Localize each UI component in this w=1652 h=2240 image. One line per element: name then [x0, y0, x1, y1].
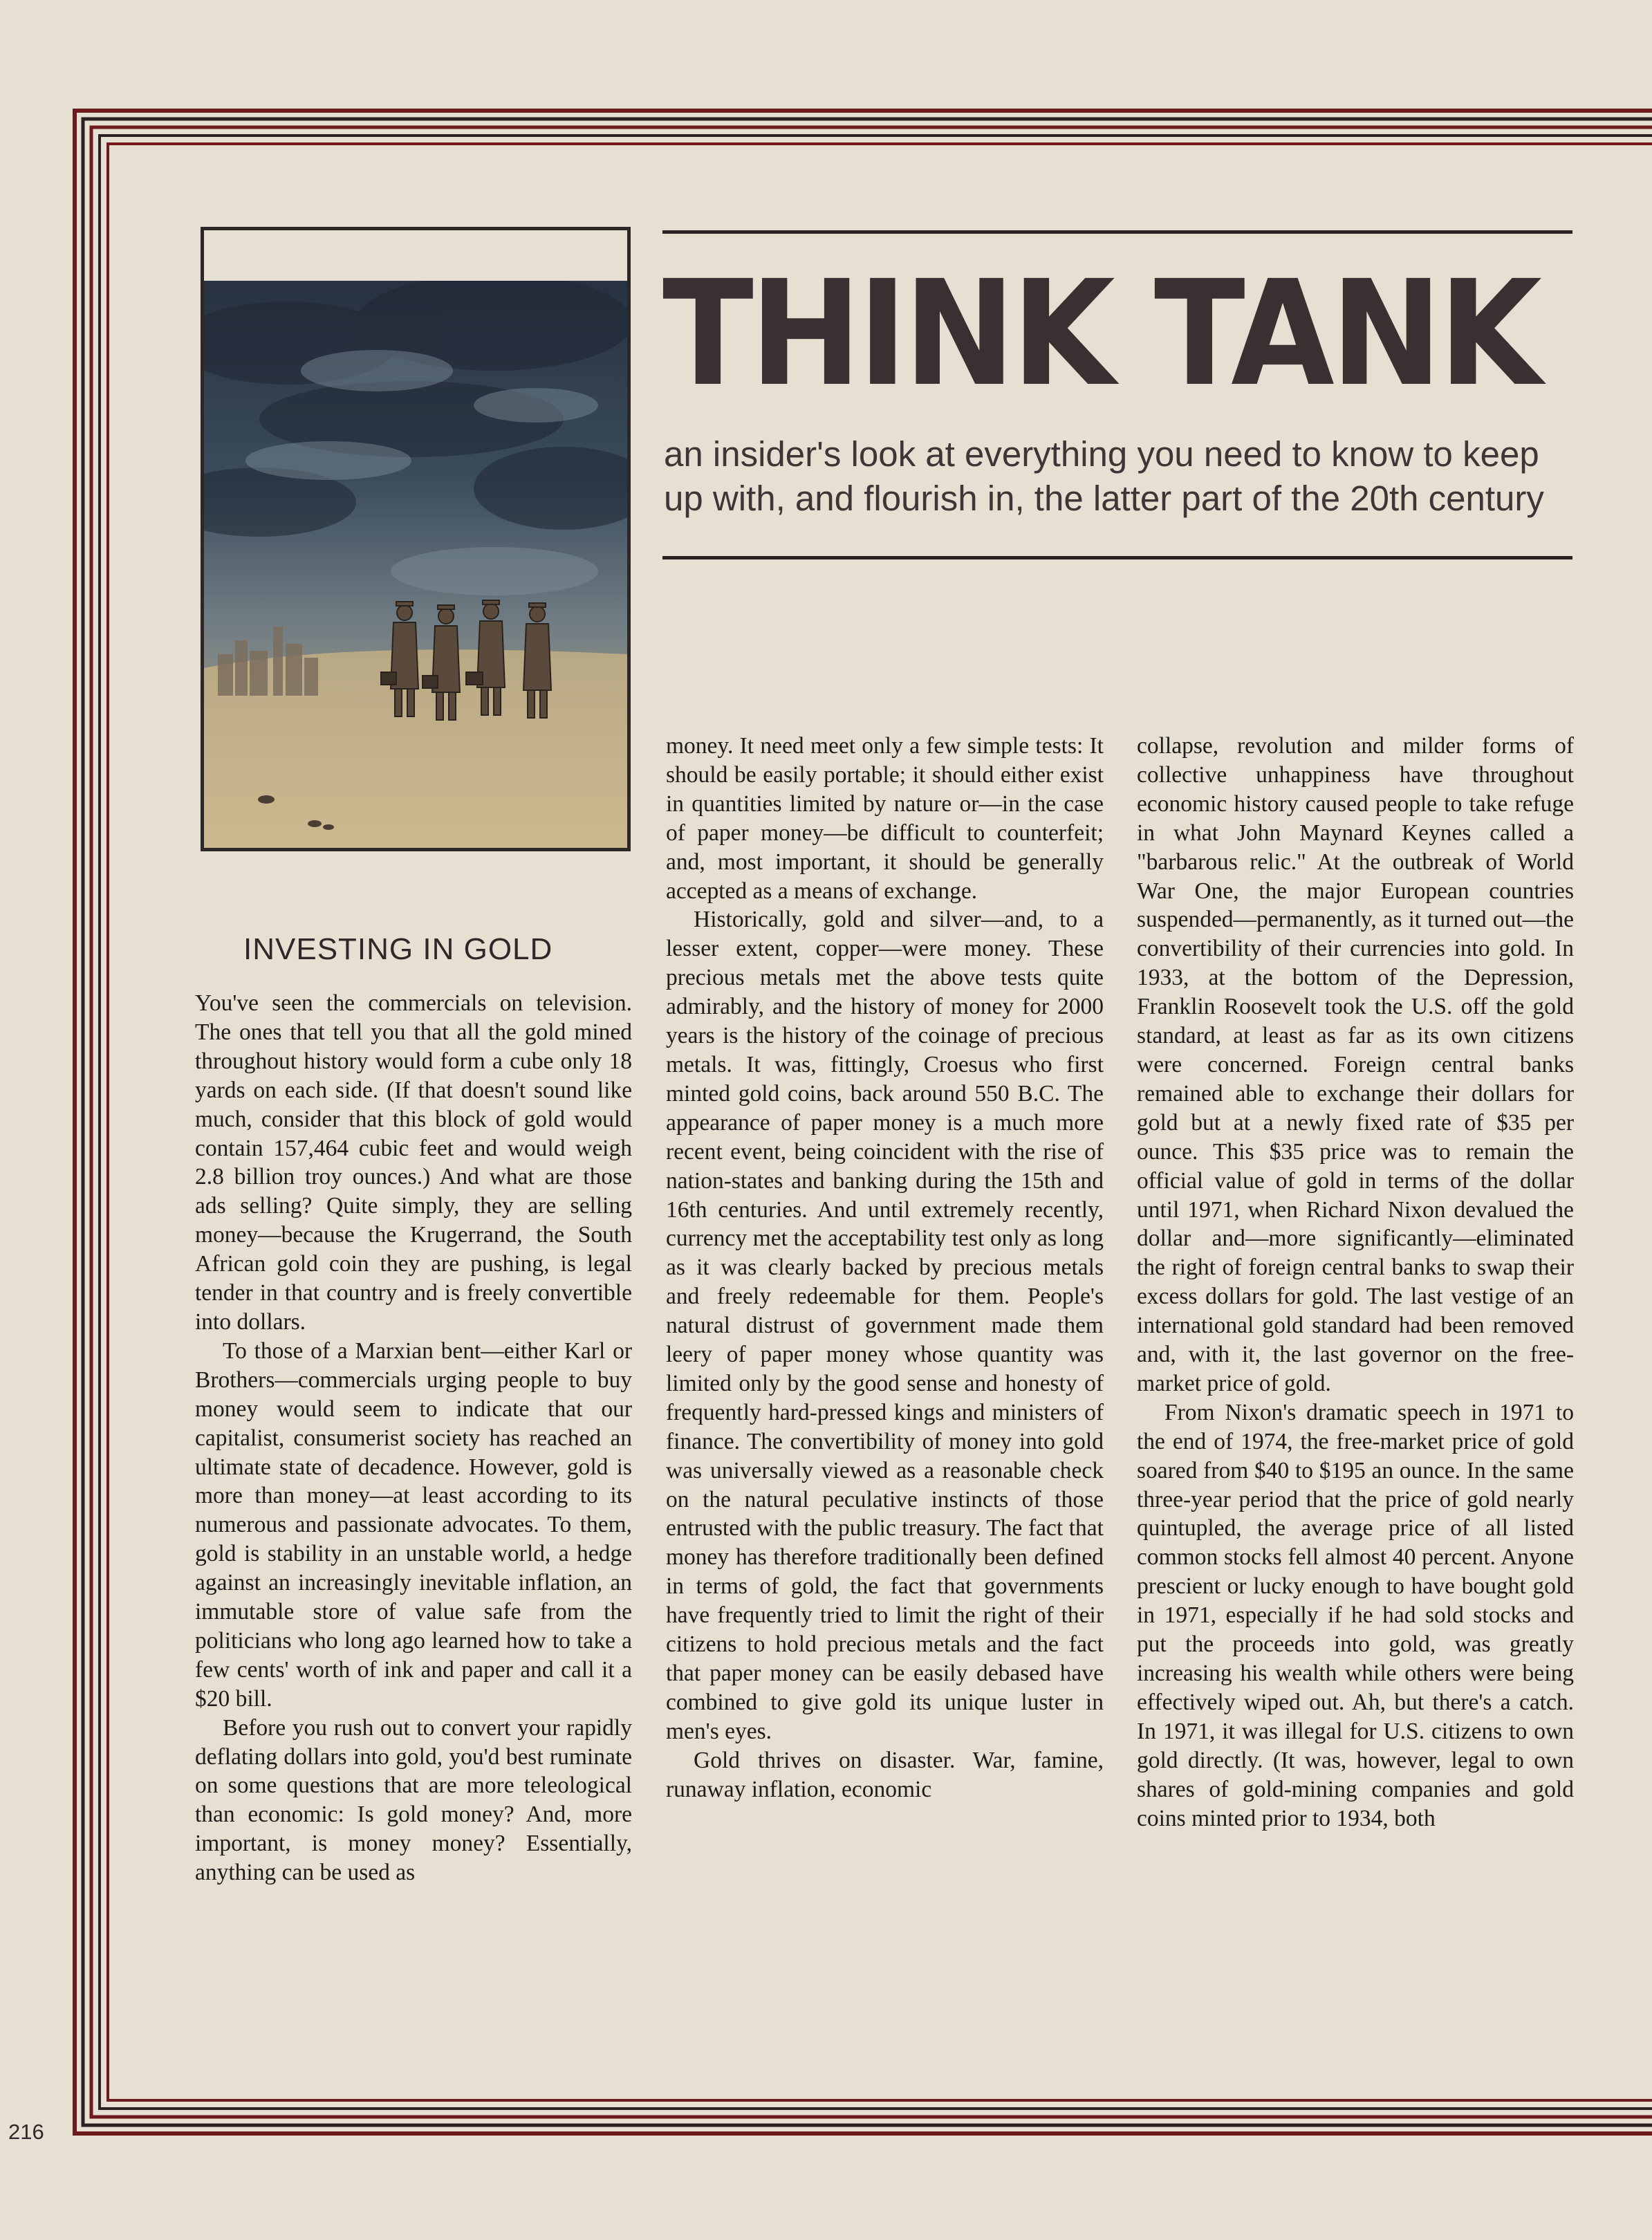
- masthead-subtitle: an insider's look at everything you need to know to keep up with, and flourish in, the latter part of the 20th century: [664, 434, 1544, 518]
- header-bottom-rule: [662, 556, 1572, 559]
- header-top-rule: [662, 230, 1572, 234]
- paragraph: You've seen the commercials on television. The ones that tell you that all the gold mined throughout history would form a cube only 18 yards on each side. (If that doesn't sound like much, consider that this block of gold would contain 157,464 cubic feet and would weigh 2.8 billion troy ounces.) And what are those ads selling? Quite simply, they are selling money—because the Krugerrand, the South African gold coin they are pushing, is legal tender in that country and is freely convertible into dollars.: [195, 990, 632, 1335]
- paragraph: Before you rush out to convert your rapidly deflating dollars into gold, you'd best ruminate on some questions that are more teleological than economic: Is gold money? And, more important, is money money? Essentially, anything can be used as: [195, 1714, 632, 1886]
- illustration-men-with-briefcases: [204, 281, 627, 848]
- paragraph: Gold thrives on disaster. War, famine, runaway inflation, economic: [666, 1747, 1104, 1802]
- paragraph: To those of a Marxian bent—either Karl or Brothers—commercials urging people to buy money would seem to indicate that our capitalist, consumerist society has reached an ultimate state of decadence. However, gold is more than money—at least according to its numerous and passionate advocates. To them, gold is stability in an unstable world, a hedge against an increasingly inevitable inflation, an immutable store of value safe from the politicians who long ago learned how to take a few cents' worth of ink and paper and call it a $20 bill.: [195, 1337, 632, 1712]
- article-column-1: [195, 989, 632, 1887]
- page-number: 216: [8, 2120, 44, 2144]
- paragraph: collapse, revolution and milder forms of collective unhappiness have throughout economic history caused people to take refuge in what John Maynard Keynes called a "barbarous relic." At the outbreak of World War One, the major European countries suspended—permanently, as it turned out—the convertibility of their currencies into gold. In 1933, at the bottom of the Depression, Franklin Roosevelt took the U.S. off the gold standard, at least as far as its own citizens were concerned. Foreign central banks remained able to exchange their dollars for gold but at a newly fixed rate of $35 per ounce. This $35 price was to remain the official value of gold in terms of the dollar until 1971, when Richard Nixon devalued the dollar and—more significantly—eliminated the right of foreign central banks to swap their excess dollars for gold. The last vestige of an international gold standard had been removed and, with it, the last governor on the free-market price of gold.: [1137, 733, 1574, 1396]
- paragraph: Historically, gold and silver—and, to a lesser extent, copper—were money. These precious metals met the above tests quite admirably, and the history of money for 2000 years is the history of the coinage of precious metals. It was, fittingly, Croesus who first minted gold coins, back around 550 B.C. The appearance of paper money is a much more recent event, being coincident with the rise of nation-states and banking during the 15th and 16th centuries. And until extremely recently, currency met the acceptability test only as long as it was clearly backed by precious metals and freely redeemable for them. People's natural distrust of government made them leery of paper money whose quantity was limited only by the good sense and honesty of frequently hard-pressed kings and ministers of finance. The convertibility of money into gold was universally viewed as a reasonable check on the natural peculative instincts of those entrusted with the public treasury. The fact that money has therefore traditionally been defined in terms of gold, the fact that governments have frequently tried to limit the right of their citizens to hold precious metals and the fact that paper money can be easily debased have combined to give gold its unique luster in men's eyes.: [666, 907, 1104, 1744]
- section-title: INVESTING IN GOLD: [243, 932, 553, 966]
- paragraph: money. It need meet only a few simple tests: It should be easily portable; it should either exist in quantities limited by nature or—in the case of paper money—be difficult to counterfeit; and, most important, it should be generally accepted as a means of exchange.: [666, 733, 1104, 904]
- masthead-title: THINK TANK: [662, 249, 1539, 418]
- article-column-3: [1137, 732, 1574, 1833]
- paragraph: From Nixon's dramatic speech in 1971 to the end of 1974, the free-market price of gold soared from $40 to $195 an ounce. In the same three-year period that the price of gold nearly quintupled, the average price of all listed common stocks fell almost 40 percent. Anyone prescient or lucky enough to have bought gold in 1971, especially if he had sold stocks and put the proceeds into gold, was greatly increasing his wealth while others were being effectively wiped out. Ah, but there's a catch. In 1971, it was illegal for U.S. citizens to own gold directly. (It was, however, legal to own shares of gold-mining companies and gold coins minted prior to 1934, both: [1137, 1399, 1574, 1831]
- article-column-2: [666, 732, 1104, 1804]
